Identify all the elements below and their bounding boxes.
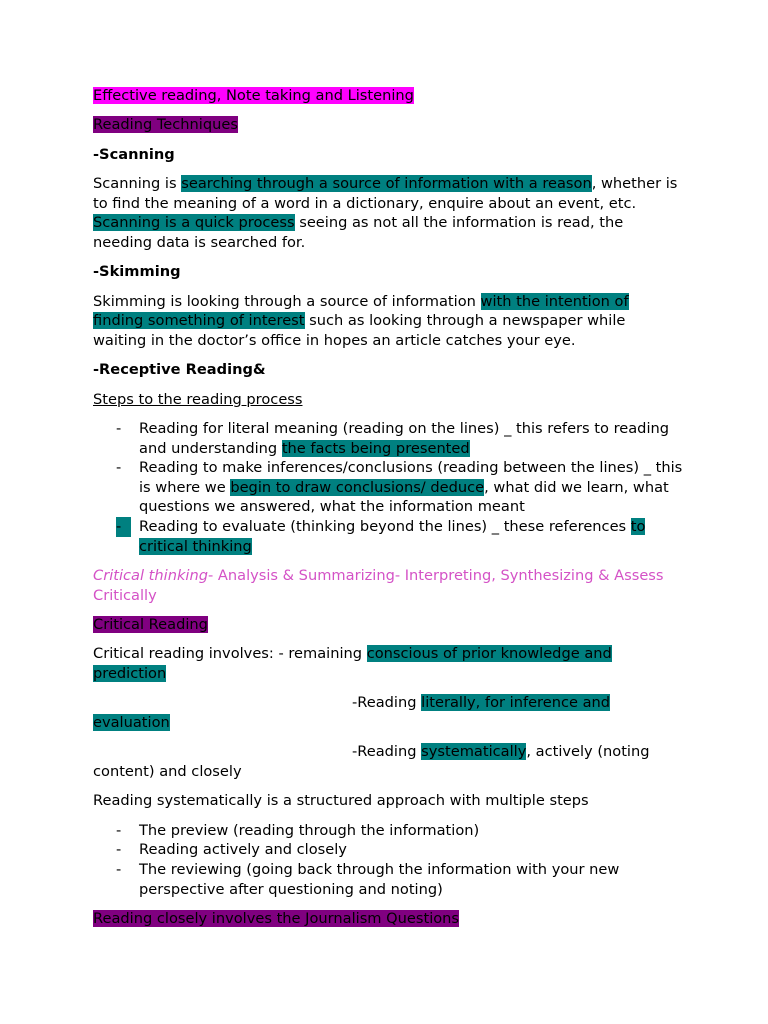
teal-highlight: evaluation [93,714,170,731]
teal-highlight: begin to draw conclusions/ deduce [230,478,485,496]
document-title [93,86,683,106]
dash-bullet: - [116,517,131,537]
dash-bullet: - [116,821,122,839]
teal-highlight: with the intention of finding something of interest [93,292,629,330]
list-item [93,419,683,458]
critical-thinking-line [93,566,683,605]
dash-bullet: - [116,420,122,438]
closing-heading [93,909,683,929]
text-run: Reading actively and closely [139,841,347,859]
scanning-paragraph [93,174,683,252]
section-heading-highlight: Reading Techniques [93,116,238,134]
reading-steps-list [93,419,683,556]
list-item [93,517,683,556]
section-heading-highlight: Critical Reading [93,616,208,634]
dash-bullet: - [116,860,122,878]
critical-reading-line-2 [93,693,683,732]
teal-highlight: Scanning is a quick process [93,214,295,232]
text-run: , what did we learn, what questions we answered, what the information meant [139,478,669,516]
receptive-reading-heading: -Receptive Reading& [93,361,266,379]
list-item [93,840,683,860]
critical-reading-line-3 [93,742,683,781]
teal-highlight: systematically [421,743,527,761]
critical-reading-line-1 [93,644,683,683]
text-run: The preview (reading through the information) [139,821,480,839]
text-run: Reading to make inferences/conclusions (reading between the lines) _ this is where we [139,459,683,496]
section-reading-techniques [93,115,683,135]
title-highlight: Effective reading, Note taking and Listening [93,87,414,104]
section-heading-highlight: Reading closely involves the Journalism Questions [93,909,460,927]
teal-highlight: the facts being presented [281,439,470,457]
text-run: , actively (noting [526,743,650,761]
list-item [93,821,683,841]
text-run: Scanning is [93,175,182,193]
text-run: Reading to evaluate (thinking beyond the lines) _ these references [139,518,631,536]
text-run: such as looking through a newspaper while waiting in the doctor’s office in hopes an article catches your eye. [93,312,626,349]
teal-highlight: to critical thinking [139,518,646,555]
dash-bullet: - [116,841,122,859]
scanning-heading: -Scanning [93,145,175,163]
systematic-intro: Reading systematically is a structured approach with multiple steps [93,792,589,810]
critical-thinking-label: Critical thinking [93,567,208,585]
systematic-steps-list [93,821,683,899]
text-run: The reviewing (going back through the information with your new perspective after questioning and noting) [139,860,620,898]
text-run: - Analysis & Summarizing- Interpreting, Synthesizing & Assess Critically [93,567,664,604]
skimming-paragraph [93,292,683,351]
text-run: Reading for literal meaning (reading on the lines) _ this refers to reading and understanding [139,420,670,457]
text-run: -Reading [352,743,422,761]
document-page [93,86,683,938]
list-item [93,458,683,517]
skimming-heading: -Skimming [93,263,181,281]
text-run: Critical reading involves: - remaining [93,645,367,663]
text-run: Skimming is looking through a source of information [93,292,481,310]
text-run: , whether is to find the meaning of a word in a dictionary, enquire about an event, etc. [93,175,678,212]
text-run: seeing as not all the information is read, the needing data is searched for. [93,214,624,251]
text-run: content) and closely [93,762,242,780]
teal-highlight: searching through a source of information with a reason [181,175,592,193]
critical-reading-heading [93,615,683,635]
teal-highlight: conscious of prior knowledge and prediction [93,645,612,683]
steps-title: Steps to the reading process [93,390,303,408]
teal-highlight: literally, for inference and [421,694,611,712]
list-item [93,860,683,899]
text-run: -Reading [352,694,422,712]
dash-bullet: - [116,459,122,477]
